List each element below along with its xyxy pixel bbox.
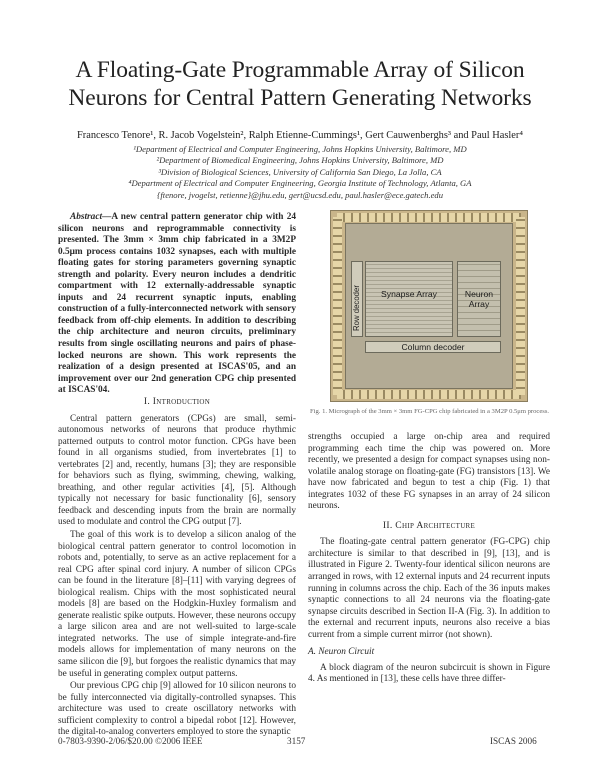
neuron-array-label: Neuron Array xyxy=(464,289,494,309)
synapse-array-region xyxy=(365,261,453,337)
title-line-1: A Floating-Gate Programmable Array of Silicon xyxy=(75,57,525,83)
paper-title xyxy=(30,56,570,112)
section-heading-architecture: II. Chip Architecture xyxy=(382,519,476,531)
author-list: Francesco Tenore¹, R. Jacob Vogelstein², Ralph Etienne-Cummings¹, Gert Cauwenberghs³ and Paul Hasler⁴ xyxy=(77,130,523,141)
affiliation-3: ³Division of Biological Sciences, University of California San Diego, La Jolla, CA xyxy=(158,166,442,177)
synapse-array-label: Synapse Array xyxy=(381,289,437,299)
footer-venue: ISCAS 2006 xyxy=(490,736,537,746)
neuron-paragraph-1: A block diagram of the neuron subcircuit is shown in Figure 4. As mentioned in [13], these cells have three differ- xyxy=(308,662,550,685)
subsection-heading-neuron: A. Neuron Circuit xyxy=(308,647,375,658)
bond-pads-top xyxy=(337,213,521,222)
intro-paragraph-1: Central pattern generators (CPGs) are small, semi-autonomous networks of neurons that produce rhythmic patterned outputs to control motor function. CPGs have been found in all organisms studied, from invertebrates [1] to vertebrates [2] and, recently, humans [3]; they are responsible for behaviors such as flying, swimming, chewing, walking, breathing, and other regular activities [4], [5]. Although typically not necessary for basic functionality [6], sensory feedback and descending inputs from the brain are normally used to modulate and control the CPG output [7]. xyxy=(58,413,296,528)
abstract-text: —A new central pattern generator chip with 24 silicon neurons and reprogrammable connectivity is presented. The 3mm × 3mm chip fabricated in a 3M2P 0.5μm process contains 1032 synapses, each with multiple floating gates for storing parameters governing synaptic strength and polarity. Every neuron includes a dendritic compartment with 12 externally-addressable synaptic inputs and 24 recurrent synaptic inputs, enabling construction of a fully-interconnected network with sensory feedback from off-chip elements. In addition to describing the chip architecture and neuron circuits, preliminary results from single oscillating neurons and pairs of phase-locked neurons are shown. This work represents the realization of a design presented at ISCAS'05, and an improvement over our 2nd generation CPG chip presented at ISCAS'04. xyxy=(58,212,296,396)
affiliation-1: ¹Department of Electrical and Computer Engineering, Johns Hopkins University, Baltimore, MD xyxy=(133,144,467,154)
architecture-paragraph-1: The floating-gate central pattern generator (FG-CPG) chip architecture is similar to that described in [9], [13], and is illustrated in Figure 2. Twenty-four identical silicon neurons are arranged in rows, with 12 external inputs and 24 recurrent inputs running in columns across the chip. Each of the 36 inputs makes synaptic connections to all 24 neurons via the floating-gate synapse circuits described in Section II-A (Fig. 3). In addition to the external and recurrent inputs, neurons also receive a bias current from a simple current mirror (not shown). xyxy=(308,537,550,640)
affiliation-4: ⁴Department of Electrical and Computer Engineering, Georgia Institute of Technology, Atlanta, GA xyxy=(128,178,472,189)
right-column xyxy=(308,432,550,686)
chip-micrograph xyxy=(330,210,528,402)
column-decoder-label: Column decoder xyxy=(401,342,465,352)
right-paragraph-1: strengths occupied a large on-chip area and required programming each time the chip was powered on. More recently, we presented a design for compact synapses using non-volatile analog storage on floating-gate (FG) transistors [13]. We have now fabricated and begun to test a chip (Fig. 1) that integrates 1032 of these FG synapses in an array of 24 silicon neurons. xyxy=(308,432,550,512)
abstract xyxy=(58,212,296,397)
affiliations xyxy=(40,144,560,201)
introduction-section xyxy=(58,396,296,739)
title-line-2: Neurons for Central Pattern Generating Networks xyxy=(68,85,532,111)
intro-paragraph-3: Our previous CPG chip [9] allowed for 10 silicon neurons to be fully interconnected via digitally-controlled synapses. This architecture was used to create oscillatory networks with sufficient complexity to control a bipedal robot [12]. However, the digital-to-analog converters employed to store the synaptic xyxy=(58,681,296,738)
row-decoder-label: Row decoder xyxy=(352,285,361,331)
abstract-lead: Abstract xyxy=(70,212,103,222)
chip-core xyxy=(347,227,511,385)
bond-pads-right xyxy=(516,217,525,395)
figure-caption: Fig. 1. Micrograph of the 3mm × 3mm FG-CPG chip fabricated in a 3M2P 0.5μm process. xyxy=(310,408,550,415)
bond-pads-bottom xyxy=(337,390,521,399)
footer-page-number: 3157 xyxy=(287,736,306,746)
intro-paragraph-2: The goal of this work is to develop a silicon analog of the biological central pattern generator to control locomotion in robots and, potentially, to serve as an active replacement for a real CPG after spinal cord injury. A number of silicon CPGs can be found in the literature [8]–[11] with varying degrees of biological realism. Chips with the most sophisticated neural models [8] are based on the Hodgkin-Huxley formalism and generate realistic spike outputs. However, these neurons occupy a large silicon area and are not well-suited to large-scale integrated networks. The use of simple integrate-and-fire models allows for implementation of many neurons on the same silicon die [9], but forgoes the realistic dynamics that may be useful in generating complex output patterns. xyxy=(58,530,296,679)
affiliation-2: ²Department of Biomedical Engineering, Johns Hopkins University, Baltimore, MD xyxy=(156,155,444,166)
bond-pads-left xyxy=(333,217,342,395)
author-emails: {ftenore, jvogelst, retienne}@jhu.edu, gert@ucsd.edu, paul.hasler@ece.gatech.edu xyxy=(156,189,444,200)
footer-copyright: 0-7803-9390-2/06/$20.00 ©2006 IEEE xyxy=(58,736,203,746)
section-heading-introduction: I. Introduction xyxy=(143,396,211,407)
